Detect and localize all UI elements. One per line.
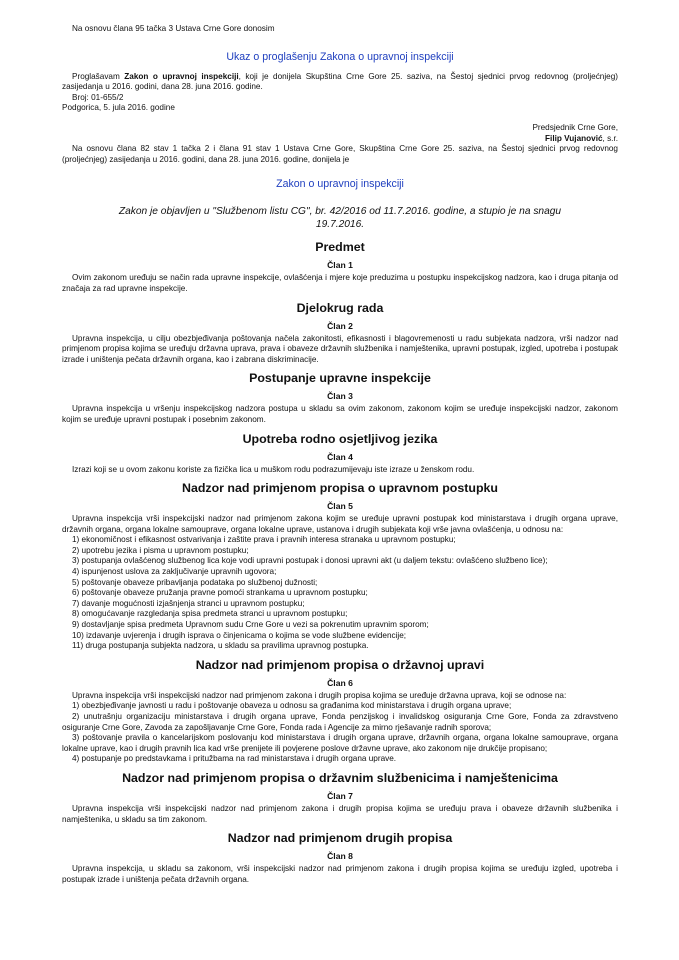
- article-paragraph: Upravna inspekcija u vršenju inspekcijskog nadzora postupa u skladu sa ovim zakonom, zakonom kojim se uređuje inspekcijski nadzor, zakonom kojim se uređuje upravni postupak i posebnim zakonom.: [62, 404, 618, 424]
- section: [62, 658, 618, 765]
- intro-text: Na osnovu člana 95 tačka 3 Ustava Crne Gore donosim: [72, 24, 275, 33]
- section-heading: Nadzor nad primjenom propisa o državnim službenicima i namještenicima: [122, 770, 558, 785]
- article-number: Član 1: [327, 260, 353, 271]
- section-heading: Nadzor nad primjenom propisa o državnoj upravi: [195, 657, 485, 672]
- article-number: Član 3: [327, 391, 353, 402]
- article-item: 8) omogućavanje razgledanja spisa predmeta stranci u upravnom postupku;: [72, 609, 348, 619]
- place-date-text: Podgorica, 5. jula 2016. godine: [62, 103, 175, 113]
- article-paragraph: Upravna inspekcija, u skladu sa zakonom, vrši inspekcijski nadzor nad primjenom zakona i drugih propisa kojima se uređuju izgled, upotreba i postupak izrade i uništenja pečata državnih organa.: [62, 864, 618, 884]
- section-heading: Nadzor nad primjenom propisa o upravnom postupku: [182, 481, 498, 496]
- article-item: 7) davanje mogućnosti izjašnjenja stranci u upravnom postupku;: [72, 598, 305, 608]
- section: [62, 432, 618, 476]
- section: [62, 831, 618, 885]
- article-item: 1) obezbjeđivanje javnosti u radu i poštovanje obaveza u odnosu sa građanima kod ministarstava i drugih organa uprave;: [72, 701, 512, 711]
- section: [62, 771, 618, 825]
- article-number: Član 7: [327, 790, 353, 801]
- article-paragraph: Izrazi koji se u ovom zakonu koriste za fizička lica u muškom rodu podrazumijevaju iste izraze u ženskom rodu.: [72, 464, 475, 474]
- article-paragraph: Upravna inspekcija vrši inspekcijski nadzor nad primjenom zakona i drugih propisa kojima se uređuje državna uprava, koji se odnose na:: [72, 690, 567, 700]
- section-heading: Postupanje upravne inspekcije: [249, 371, 431, 386]
- article-item: 4) ispunjenost uslova za zaključivanje upravnih ugovora;: [72, 567, 277, 577]
- preamble-text: Na osnovu člana 82 stav 1 tačka 2 i člana 91 stav 1 Ustava Crne Gore, Skupština Crne Gore 25. saziva, na Šestoj sjednici prvog redovnog (proljećnjeg) zasijedanja u 2016. godini, dana 28. juna 2016. godine, donijela je: [62, 144, 618, 164]
- signature-title: Predsjednik Crne Gore,: [532, 122, 618, 132]
- section-heading: Upotreba rodno osjetljivog jezika: [242, 431, 438, 446]
- article-paragraph: Upravna inspekcija vrši inspekcijski nadzor nad primjenom zakona kojim se uređuje upravni postupak kod ministarstava i drugih organa uprave, državnih organa, organa lokalne samouprave, organa lokalne uprave, ustanova i drugih subjekata koji vrše javna ovlašćenja, u odnosu na:: [62, 514, 618, 534]
- proglasavam-law-name: Zakon o upravnoj inspekciji: [124, 71, 239, 81]
- article-item: 5) poštovanje obaveze pribavljanja podataka po službenoj dužnosti;: [72, 577, 318, 587]
- article-item: 3) postupanja ovlašćenog službenog lica koje vodi upravni postupak i donosi upravni akt (u daljem tekstu: ovlašćeno službeno lice);: [72, 556, 548, 566]
- article-paragraph: Ovim zakonom uređuju se način rada upravne inspekcije, ovlašćenja i mjere koje preduzima u postupku inspekcijskog nadzora, kao i druga pitanja od značaja za rad upravne inspekcije.: [62, 273, 618, 293]
- article-item: 11) druga postupanja subjekta nadzora, u skladu sa pravilima upravnog postupka.: [72, 641, 369, 651]
- law-title: Zakon o upravnoj inspekciji: [276, 178, 404, 191]
- section: [62, 371, 618, 425]
- ukaz-title: Ukaz o proglašenju Zakona o upravnoj inspekciji: [226, 50, 454, 63]
- article-number: Član 2: [327, 320, 353, 331]
- article-item: 4) postupanje po predstavkama i pritužbama na rad ministarstava i drugih organa uprave.: [72, 754, 397, 764]
- article-paragraph: Upravna inspekcija vrši inspekcijski nadzor nad primjenom zakona i drugih propisa kojima se uređuju prava i obaveze državnih službenika i namještenika, u skladu sa tim zakonom.: [62, 803, 618, 824]
- document-body: [62, 24, 618, 885]
- article-item: 2) upotrebu jezika i pisma u upravnom postupku;: [72, 545, 249, 555]
- proglasavam-paragraph: [62, 72, 618, 93]
- article-number: Član 4: [327, 451, 353, 462]
- section: [62, 301, 618, 366]
- signature-suffix: , s.r.: [602, 133, 618, 143]
- article-item-list: [62, 701, 618, 765]
- section: [62, 481, 618, 652]
- signature-name: Filip Vujanović: [545, 133, 603, 143]
- proglasavam-lead: Proglašavam: [72, 71, 125, 81]
- section-heading: Djelokrug rada: [296, 300, 384, 315]
- article-item: 2) unutrašnju organizaciju ministarstava i drugih organa uprave, Fonda penzijskog i invalidskog osiguranja Crne Gore, Fonda za zdravstveno osiguranje Crne Gore, Zavoda za zapošljavanje Crne Gore, Fonda rada i Agencije za mirno rješavanje radnih sporova;: [62, 712, 618, 732]
- article-item: 10) izdavanje uvjerenja i drugih isprava o činjenicama o kojima se vode službene evidencije;: [72, 630, 407, 640]
- article-number: Član 6: [327, 677, 353, 688]
- article-item: 6) poštovanje obaveze pružanja pravne pomoći strankama u upravnom postupku;: [72, 588, 368, 598]
- broj-text: Broj: 01-655/2: [72, 92, 124, 102]
- publication-note: Zakon je objavljen u "Službenom listu CG", br. 42/2016 od 11.7.2016. godine, a stupio je na snagu 19.7.2016.: [118, 206, 562, 231]
- article-item: 1) ekonomičnost i efikasnost ostvarivanja i zaštite prava i pravnih interesa stranaka u upravnom postupku;: [72, 535, 456, 545]
- article-number: Član 5: [327, 501, 353, 512]
- proglasavam-rest: , koji je donijela Skupština Crne Gore 25. saziva, na Šestoj sjednici prvog redovnog (proljećnjeg) zasijedanja u 2016. godini, dana 28. juna 2016. godine.: [62, 71, 618, 92]
- signature-line: [62, 134, 618, 145]
- law-sections: [62, 240, 618, 885]
- article-item-list: [62, 535, 618, 652]
- section-heading: Nadzor nad primjenom drugih propisa: [227, 831, 453, 846]
- article-paragraph: Upravna inspekcija, u cilju obezbjeđivanja poštovanja načela zakonitosti, efikasnosti i blagovremenosti u radu subjekata nadzora, vrši nadzor nad primjenom propisa kojima se uređuju državna uprava, prava i obaveze državnih službenika i namještenika, upravni postupak, izgled, upotreba i postupak izrade i uništenja pečata državnih organa, kao i zabrana diskriminacije.: [62, 333, 618, 364]
- article-item: 3) poštovanje pravila o kancelarijskom poslovanju kod ministarstava i drugih organa uprave, državnih organa, organa lokalne samouprave, organa lokalne uprave, kao i drugih pravnih lica kad vrše prenijete ili povjerene poslove državne uprave, ako zakonom nije drukčije propisano;: [62, 733, 618, 753]
- article-item: 9) dostavljanje spisa predmeta Upravnom sudu Crne Gore u vezi sa pokrenutim upravnim sporom;: [72, 620, 429, 630]
- section: [62, 240, 618, 294]
- section-heading: Predmet: [315, 240, 365, 255]
- article-number: Član 8: [327, 851, 353, 862]
